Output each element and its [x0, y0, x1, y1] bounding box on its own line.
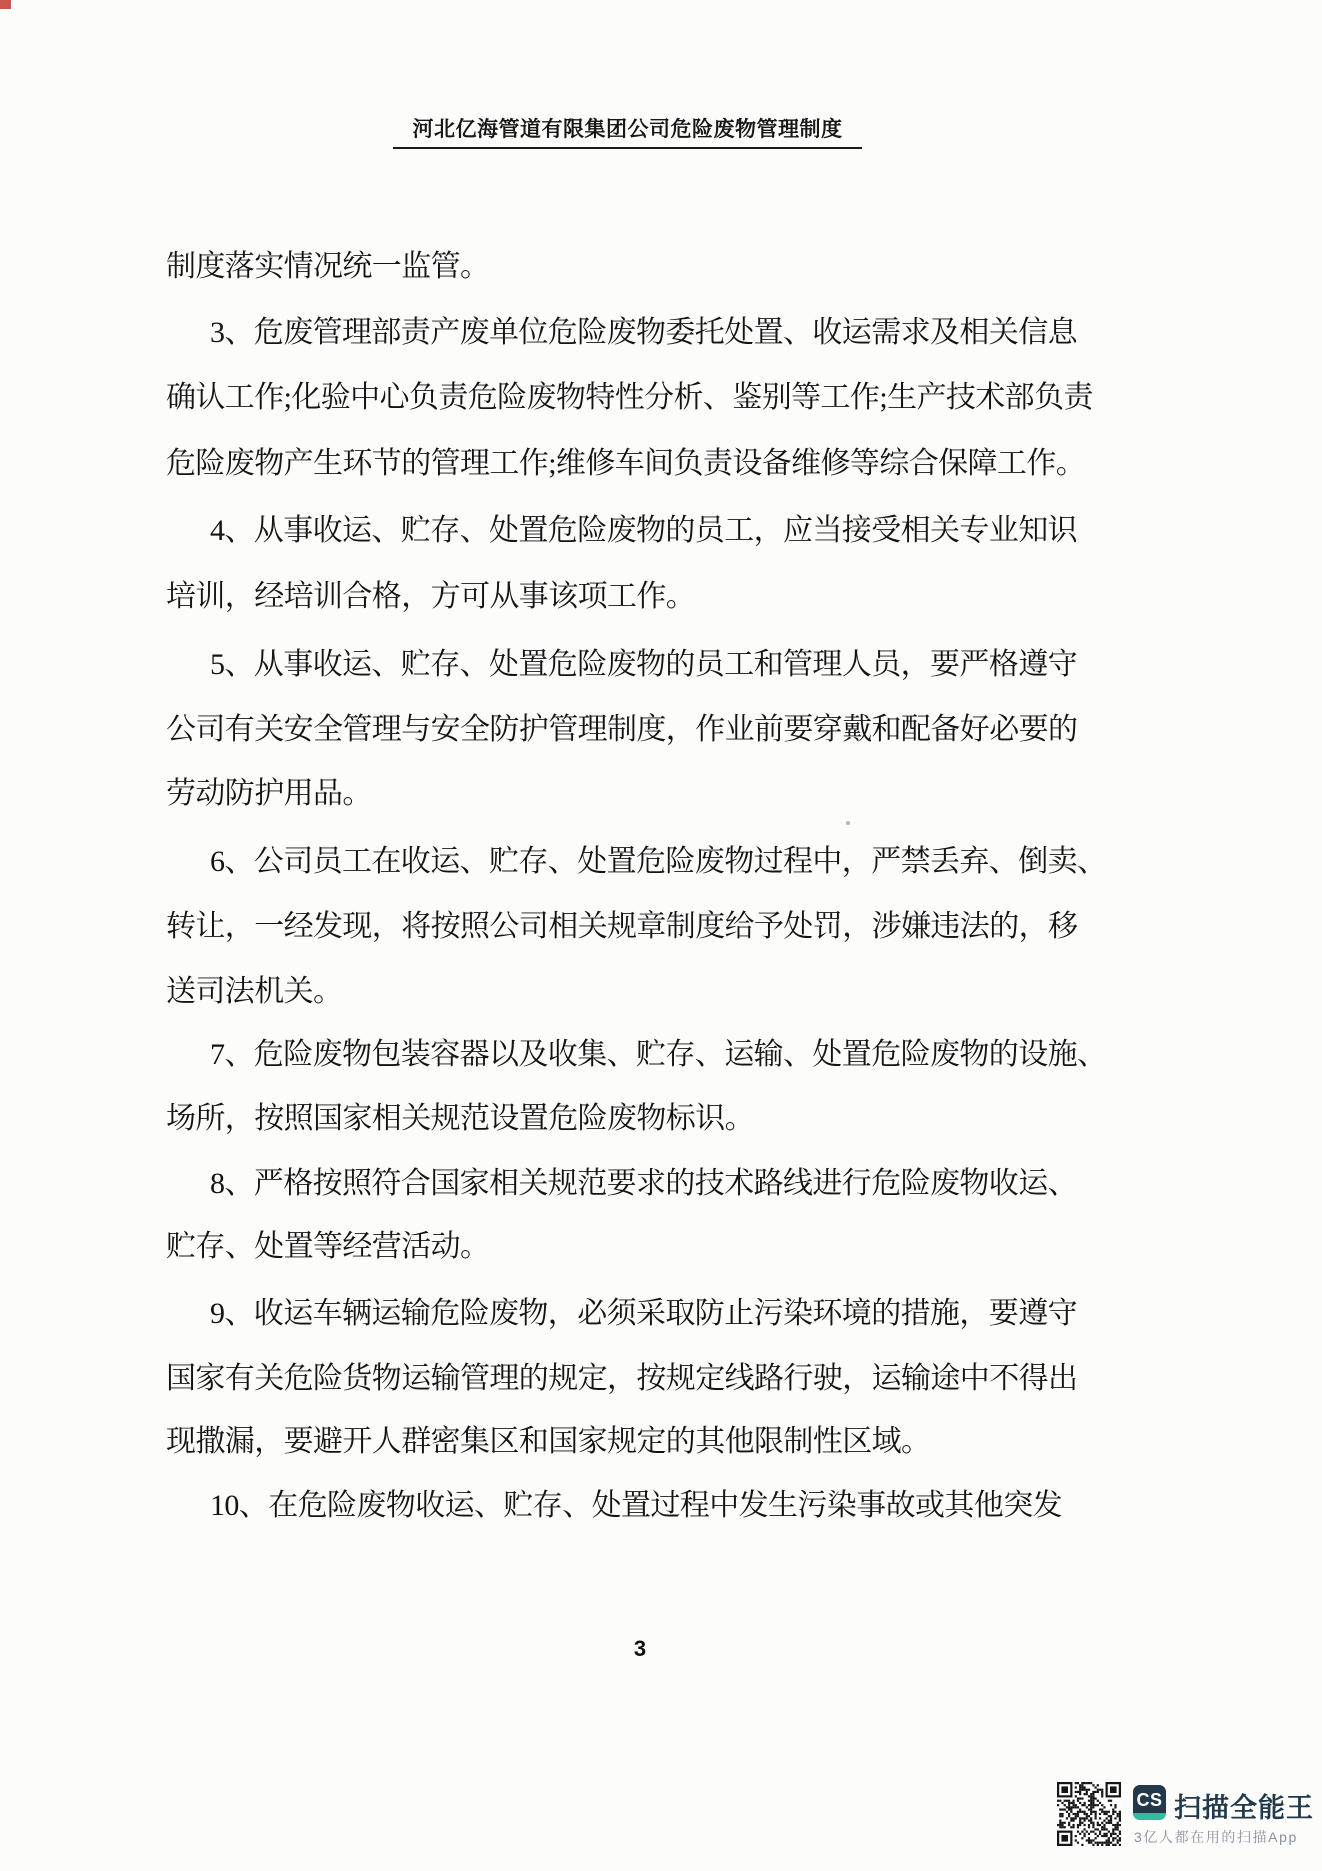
text-line: 7、危险废物包装容器以及收集、贮存、运输、处置危险废物的设施、 [210, 1038, 1107, 1071]
text-line: 制度落实情况统一监管。 [166, 250, 490, 283]
text-line: 现撒漏，要避开人群密集区和国家规定的其他限制性区域。 [166, 1425, 931, 1458]
text-line: 4、从事收运、贮存、处置危险废物的员工，应当接受相关专业知识 [210, 514, 1077, 547]
text-line: 8、严格按照符合国家相关规范要求的技术路线进行危险废物收运、 [210, 1167, 1077, 1200]
text-line: 6、公司员工在收运、贮存、处置危险废物过程中，严禁丢弃、倒卖、 [210, 845, 1107, 878]
text-line: 10、在危险废物收运、贮存、处置过程中发生污染事故或其他突发 [210, 1489, 1062, 1522]
scan-artifact-dot [846, 821, 850, 825]
text-line: 公司有关安全管理与安全防护管理制度，作业前要穿戴和配备好必要的 [166, 713, 1078, 746]
logo-letters: CS [1136, 1790, 1163, 1810]
logo-green-bar [1133, 1813, 1166, 1820]
text-line: 场所，按照国家相关规范设置危险废物标识。 [166, 1102, 754, 1135]
header-title: 河北亿海管道有限集团公司危险废物管理制度 [412, 117, 843, 141]
text-line: 5、从事收运、贮存、处置危险废物的员工和管理人员，要严格遵守 [210, 648, 1077, 681]
text-line: 劳动防护用品。 [166, 777, 372, 810]
page-number: 3 [633, 1636, 647, 1661]
text-line: 3、危废管理部责产废单位危险废物委托处置、收运需求及相关信息 [210, 316, 1077, 349]
text-line: 危险废物产生环节的管理工作;维修车间负责设备维修等综合保障工作。 [166, 447, 1086, 480]
app-tagline: 3亿人都在用的扫描App [1134, 1829, 1298, 1845]
app-name: 扫描全能王 [1174, 1793, 1314, 1823]
text-line: 9、收运车辆运输危险废物，必须采取防止污染环境的措施，要遵守 [210, 1297, 1077, 1330]
header-underline [393, 147, 862, 149]
text-line: 贮存、处置等经营活动。 [166, 1230, 490, 1263]
scan-artifact-corner [0, 0, 11, 9]
text-line: 培训，经培训合格，方可从事该项工作。 [166, 580, 696, 613]
text-line: 送司法机关。 [166, 975, 343, 1008]
text-line: 确认工作;化验中心负责危险废物特性分析、鉴别等工作;生产技术部负责 [166, 381, 1093, 414]
camscanner-watermark [1057, 1779, 1314, 1854]
text-line: 转让，一经发现，将按照公司相关规章制度给予处罚，涉嫌违法的，移 [166, 910, 1078, 943]
text-line: 国家有关危险货物运输管理的规定，按规定线路行驶，运输途中不得出 [166, 1362, 1078, 1395]
qr-code-icon [1057, 1781, 1121, 1847]
camscanner-logo-icon [1133, 1785, 1166, 1820]
